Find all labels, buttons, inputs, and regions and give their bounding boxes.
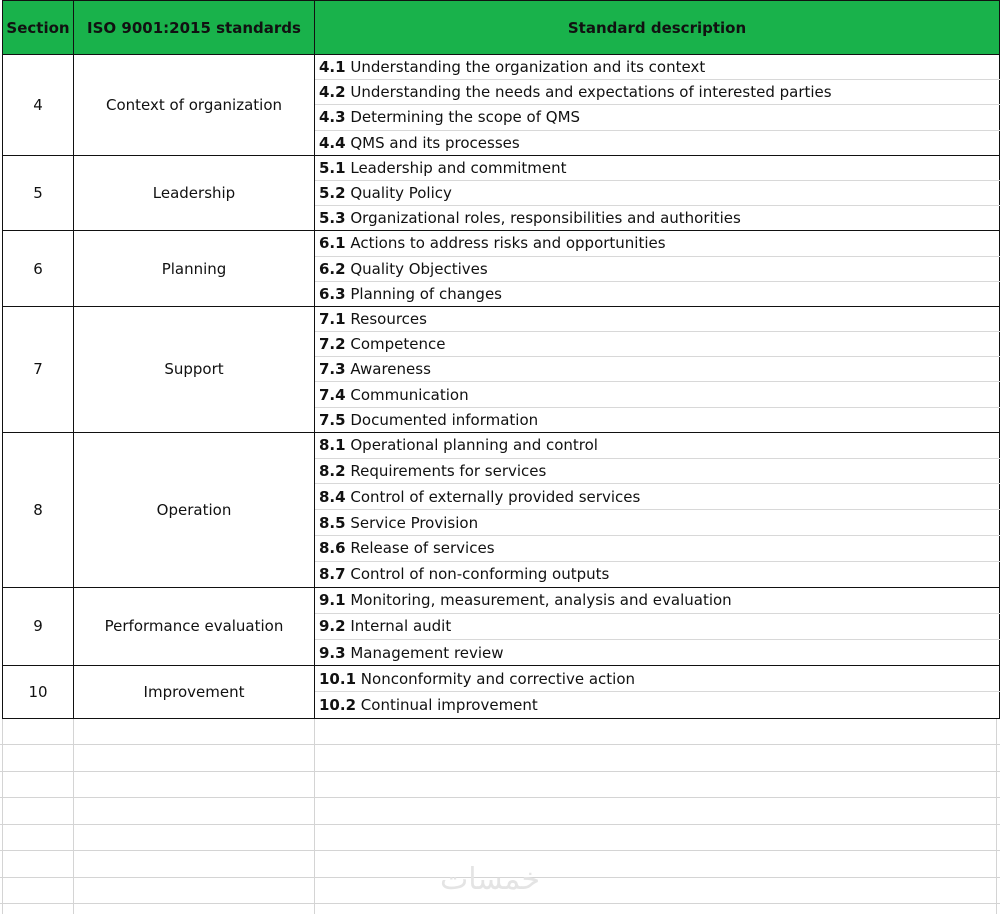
clause-number: 6.1: [319, 234, 346, 253]
standard-description-cell[interactable]: [315, 382, 1000, 407]
watermark-logo: خمسات: [440, 862, 541, 897]
clause-number: 5.3: [319, 209, 346, 228]
clause-text: Organizational roles, responsibilities and authorities: [350, 209, 741, 228]
grid-line-row: [0, 903, 1000, 904]
clause-text: Determining the scope of QMS: [350, 108, 581, 127]
standard-description-cell[interactable]: [315, 231, 1000, 256]
standard-description-cell[interactable]: [315, 332, 1000, 357]
clause-text: Control of externally provided services: [350, 487, 641, 506]
clause-number: 9.2: [319, 617, 346, 636]
clause-text: Monitoring, measurement, analysis and evaluation: [350, 591, 732, 610]
clause-text: Awareness: [350, 360, 431, 379]
standard-name-cell[interactable]: Planning: [74, 231, 315, 307]
standard-description-cell[interactable]: [315, 105, 1000, 130]
clause-text: Nonconformity and corrective action: [360, 669, 636, 688]
clause-number: 7.5: [319, 410, 346, 429]
clause-text: Documented information: [350, 410, 539, 429]
grid-line-row: [0, 771, 1000, 772]
section-number-cell[interactable]: 10: [3, 666, 74, 718]
standard-name-cell[interactable]: Leadership: [74, 155, 315, 231]
table-row: [3, 155, 1000, 180]
grid-line-col: [2, 718, 3, 914]
standard-name-cell[interactable]: Context of organization: [74, 55, 315, 156]
clause-text: Internal audit: [350, 617, 452, 636]
standard-description-cell[interactable]: [315, 180, 1000, 205]
section-number-cell[interactable]: 4: [3, 55, 74, 156]
section-number-cell[interactable]: 8: [3, 432, 74, 587]
standard-description-cell[interactable]: [315, 80, 1000, 105]
standard-description-cell[interactable]: [315, 510, 1000, 536]
standard-name-cell[interactable]: Support: [74, 306, 315, 432]
header-row: [3, 1, 1000, 55]
standard-description-cell[interactable]: [315, 357, 1000, 382]
standard-description-cell[interactable]: [315, 155, 1000, 180]
clause-text: Leadership and commitment: [350, 158, 567, 177]
standard-description-cell[interactable]: [315, 130, 1000, 155]
section-number-cell[interactable]: 5: [3, 155, 74, 231]
clause-text: Operational planning and control: [350, 436, 598, 455]
clause-text: Control of non-conforming outputs: [350, 565, 610, 584]
grid-line-row: [0, 824, 1000, 825]
grid-line-row: [0, 850, 1000, 851]
standard-description-cell[interactable]: [315, 639, 1000, 665]
section-number-cell[interactable]: 9: [3, 587, 74, 666]
standard-description-cell[interactable]: [315, 206, 1000, 231]
table-row: [3, 55, 1000, 80]
table-row: [3, 666, 1000, 692]
clause-number: 8.2: [319, 462, 346, 480]
clause-text: Quality Objectives: [350, 259, 488, 278]
clause-number: 7.4: [319, 385, 346, 404]
clause-number: 7.1: [319, 309, 346, 328]
standard-description-cell[interactable]: [315, 536, 1000, 562]
clause-text: Actions to address risks and opportunities: [350, 234, 666, 253]
standard-description-cell[interactable]: [315, 613, 1000, 639]
grid-line-row: [0, 797, 1000, 798]
standard-description-cell[interactable]: [315, 407, 1000, 432]
table-row: [3, 231, 1000, 256]
clause-number: 4.3: [319, 108, 346, 127]
standard-description-cell[interactable]: [315, 666, 1000, 692]
header-iso-standards[interactable]: ISO 9001:2015 standards: [74, 1, 315, 55]
clause-number: 8.4: [319, 487, 346, 506]
table-body: [3, 55, 1000, 719]
standard-description-cell[interactable]: [315, 281, 1000, 306]
standard-description-cell[interactable]: [315, 692, 1000, 718]
header-section[interactable]: Section: [3, 1, 74, 55]
standard-description-cell[interactable]: [315, 256, 1000, 281]
clause-text: Understanding the organization and its context: [350, 58, 706, 77]
clause-number: 8.6: [319, 539, 346, 558]
clause-number: 4.4: [319, 133, 346, 152]
clause-number: 9.3: [319, 643, 346, 662]
clause-text: Competence: [350, 335, 446, 354]
clause-number: 5.2: [319, 184, 346, 203]
clause-text: Service Provision: [350, 513, 479, 532]
clause-text: QMS and its processes: [350, 133, 520, 152]
clause-number: 7.3: [319, 360, 346, 379]
standard-name-cell[interactable]: Operation: [74, 432, 315, 587]
table-row: [3, 306, 1000, 331]
grid-line-col: [314, 718, 315, 914]
clause-number: 8.1: [319, 436, 346, 455]
clause-text: Communication: [350, 385, 469, 404]
clause-number: 4.1: [319, 58, 346, 77]
clause-number: 10.2: [319, 695, 357, 714]
standard-description-cell[interactable]: [315, 306, 1000, 331]
header-standard-description[interactable]: Standard description: [315, 1, 1000, 55]
standard-name-cell[interactable]: Performance evaluation: [74, 587, 315, 666]
clause-number: 8.5: [319, 513, 346, 532]
clause-text: Resources: [350, 309, 427, 328]
clause-number: 5.1: [319, 158, 346, 177]
table-row: [3, 587, 1000, 613]
section-number-cell[interactable]: 6: [3, 231, 74, 307]
clause-number: 9.1: [319, 591, 346, 610]
clause-text: Planning of changes: [350, 284, 502, 303]
grid-line-col: [73, 718, 74, 914]
clause-number: 7.2: [319, 335, 346, 354]
clause-number: 4.2: [319, 83, 346, 102]
iso-standards-table: [2, 0, 1000, 719]
standard-description-cell[interactable]: [315, 561, 1000, 587]
section-number-cell[interactable]: 7: [3, 306, 74, 432]
clause-text: Continual improvement: [360, 695, 538, 714]
clause-text: Quality Policy: [350, 184, 452, 203]
standard-name-cell[interactable]: Improvement: [74, 666, 315, 718]
standard-description-cell[interactable]: [315, 587, 1000, 613]
clause-number: 8.7: [319, 565, 346, 584]
grid-line-col: [996, 718, 997, 914]
standard-description-cell[interactable]: [315, 55, 1000, 80]
clause-text: Release of services: [350, 539, 495, 558]
grid-line-row: [0, 744, 1000, 745]
clause-text: Understanding the needs and expectations of interested parties: [350, 83, 832, 102]
clause-text: Requirements for services: [350, 462, 547, 480]
clause-number: 6.2: [319, 259, 346, 278]
standard-description-cell[interactable]: [315, 484, 1000, 510]
clause-number: 6.3: [319, 284, 346, 303]
standard-description-cell[interactable]: [315, 432, 1000, 458]
clause-text: Management review: [350, 643, 504, 662]
standard-description-cell[interactable]: [315, 458, 1000, 484]
clause-number: 10.1: [319, 669, 357, 688]
table-row: [3, 432, 1000, 458]
